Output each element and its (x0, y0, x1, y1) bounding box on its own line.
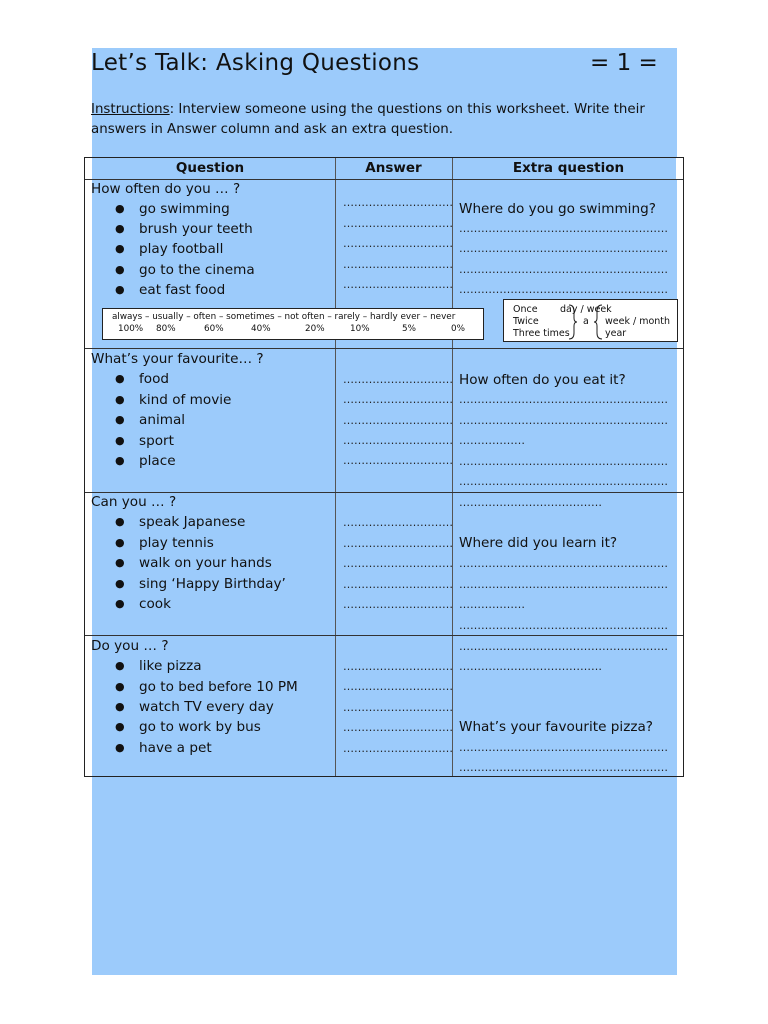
extra-blank[interactable]: ………………………………… (459, 660, 602, 673)
answer-blank[interactable]: ………………………… (343, 393, 453, 406)
answer-blank[interactable]: ………………………… (343, 578, 453, 591)
answer-blank[interactable]: ………………………… (343, 217, 453, 230)
instructions-text-1: : Interview someone using the questions on this worksheet. Write their (169, 102, 645, 117)
list-item: ● speak Japanese (115, 514, 246, 530)
times-box (503, 299, 678, 342)
section-question: How often do you … ? (91, 181, 241, 197)
frequency-percent: 5% (402, 324, 416, 334)
questions-table (84, 157, 684, 777)
header-question: Question (175, 160, 245, 176)
answer-blank[interactable]: ………………………… (343, 258, 453, 271)
list-item: ● sport (115, 433, 174, 449)
list-item: ● cook (115, 596, 171, 612)
list-item: ● like pizza (115, 658, 202, 674)
list-item: ● sing ‘Happy Birthday’ (115, 576, 286, 592)
frequency-percent: 0% (451, 324, 465, 334)
times-word: Three times (513, 328, 570, 339)
extra-blank[interactable]: ………………………………………………… (459, 578, 668, 591)
extra-blank[interactable]: ………………………………………………… (459, 242, 668, 255)
list-item: ● place (115, 453, 176, 469)
extra-blank[interactable]: ………………………………………………… (459, 414, 668, 427)
list-item: ● brush your teeth (115, 221, 253, 237)
extra-blank[interactable]: ………………………………………………… (459, 761, 668, 774)
extra-blank[interactable]: ………………………………… (459, 496, 602, 509)
frequency-percent: 60% (204, 324, 224, 334)
extra-blank[interactable]: ……………… (459, 434, 525, 447)
extra-blank[interactable]: ………………………………………………… (459, 222, 668, 235)
answer-blank[interactable]: ………………………… (343, 516, 453, 529)
page-number: = 1 = (590, 50, 658, 76)
instructions-label: Instructions (91, 102, 170, 117)
list-item: ● have a pet (115, 740, 212, 756)
frequency-words: always – usually – often – sometimes – not often – rarely – hardly ever – never (112, 312, 456, 322)
extra-blank[interactable]: ………………………………………………… (459, 283, 668, 296)
times-unit: day / week (560, 304, 612, 315)
times-word: Once (513, 304, 538, 315)
list-item: ● play tennis (115, 535, 214, 551)
list-item: ● eat fast food (115, 282, 226, 298)
extra-question: Where do you go swimming? (459, 201, 656, 217)
frequency-percent: 80% (156, 324, 176, 334)
frequency-scale-box (102, 308, 484, 340)
frequency-percent: 10% (350, 324, 370, 334)
list-item: ● go swimming (115, 201, 230, 217)
answer-blank[interactable]: ………………………… (343, 680, 453, 693)
header-extra-question: Extra question (512, 160, 625, 176)
answer-blank[interactable]: ………………………… (343, 278, 453, 291)
answer-blank[interactable]: ………………………… (343, 237, 453, 250)
section-can-you (85, 492, 685, 635)
worksheet-title: Let’s Talk: Asking Questions (91, 50, 420, 76)
instructions (91, 100, 671, 140)
frequency-percent: 20% (305, 324, 325, 334)
answer-blank[interactable]: ………………………… (343, 598, 453, 611)
extra-blank[interactable]: ………………………………………………… (459, 557, 668, 570)
answer-blank[interactable]: ………………………… (343, 721, 453, 734)
extra-question: Where did you learn it? (459, 535, 618, 551)
answer-blank[interactable]: ………………………… (343, 557, 453, 570)
header-answer: Answer (365, 160, 422, 176)
extra-blank[interactable]: ……………… (459, 598, 525, 611)
instructions-text-2: answers in Answer column and ask an extra question. (91, 122, 454, 137)
extra-blank[interactable]: ………………………………………………… (459, 475, 668, 488)
answer-blank[interactable]: ………………………… (343, 196, 453, 209)
list-item: ● play football (115, 241, 224, 257)
list-item: ● watch TV every day (115, 699, 274, 715)
extra-blank[interactable]: ………………………………………………… (459, 393, 668, 406)
section-question: Can you … ? (91, 494, 177, 510)
extra-blank[interactable]: ………………………………………………… (459, 263, 668, 276)
answer-blank[interactable]: ………………………… (343, 434, 453, 447)
list-item: ● go to the cinema (115, 262, 255, 278)
answer-blank[interactable]: ………………………… (343, 742, 453, 755)
section-question: What’s your favourite… ? (91, 351, 264, 367)
times-unit: week / month (605, 316, 671, 327)
answer-blank[interactable]: ………………………… (343, 454, 453, 467)
list-item: ● animal (115, 412, 186, 428)
list-item: ● go to work by bus (115, 719, 261, 735)
extra-blank[interactable]: ………………………………………………… (459, 741, 668, 754)
section-question: Do you … ? (91, 638, 169, 654)
list-item: ● go to bed before 10 PM (115, 679, 298, 695)
extra-question: What’s your favourite pizza? (459, 719, 654, 735)
times-word: Twice (513, 316, 539, 327)
answer-blank[interactable]: ………………………… (343, 414, 453, 427)
frequency-percent: 40% (251, 324, 271, 334)
extra-blank[interactable]: ………………………………………………… (459, 619, 668, 632)
extra-blank[interactable]: ………………………………………………… (459, 455, 668, 468)
answer-blank[interactable]: ………………………… (343, 537, 453, 550)
times-unit: year (605, 328, 627, 339)
section-do-you (85, 635, 685, 777)
list-item: ● walk on your hands (115, 555, 272, 571)
list-item: ● kind of movie (115, 392, 232, 408)
frequency-percent: 100% (118, 324, 144, 334)
answer-blank[interactable]: ………………………… (343, 701, 453, 714)
times-middle: a (583, 316, 589, 327)
section-favourite (85, 348, 685, 492)
list-item: ● food (115, 371, 170, 387)
extra-question: How often do you eat it? (459, 372, 626, 388)
extra-blank[interactable]: ………………………………………………… (459, 640, 668, 653)
answer-blank[interactable]: ………………………… (343, 660, 453, 673)
answer-blank[interactable]: ………………………… (343, 373, 453, 386)
